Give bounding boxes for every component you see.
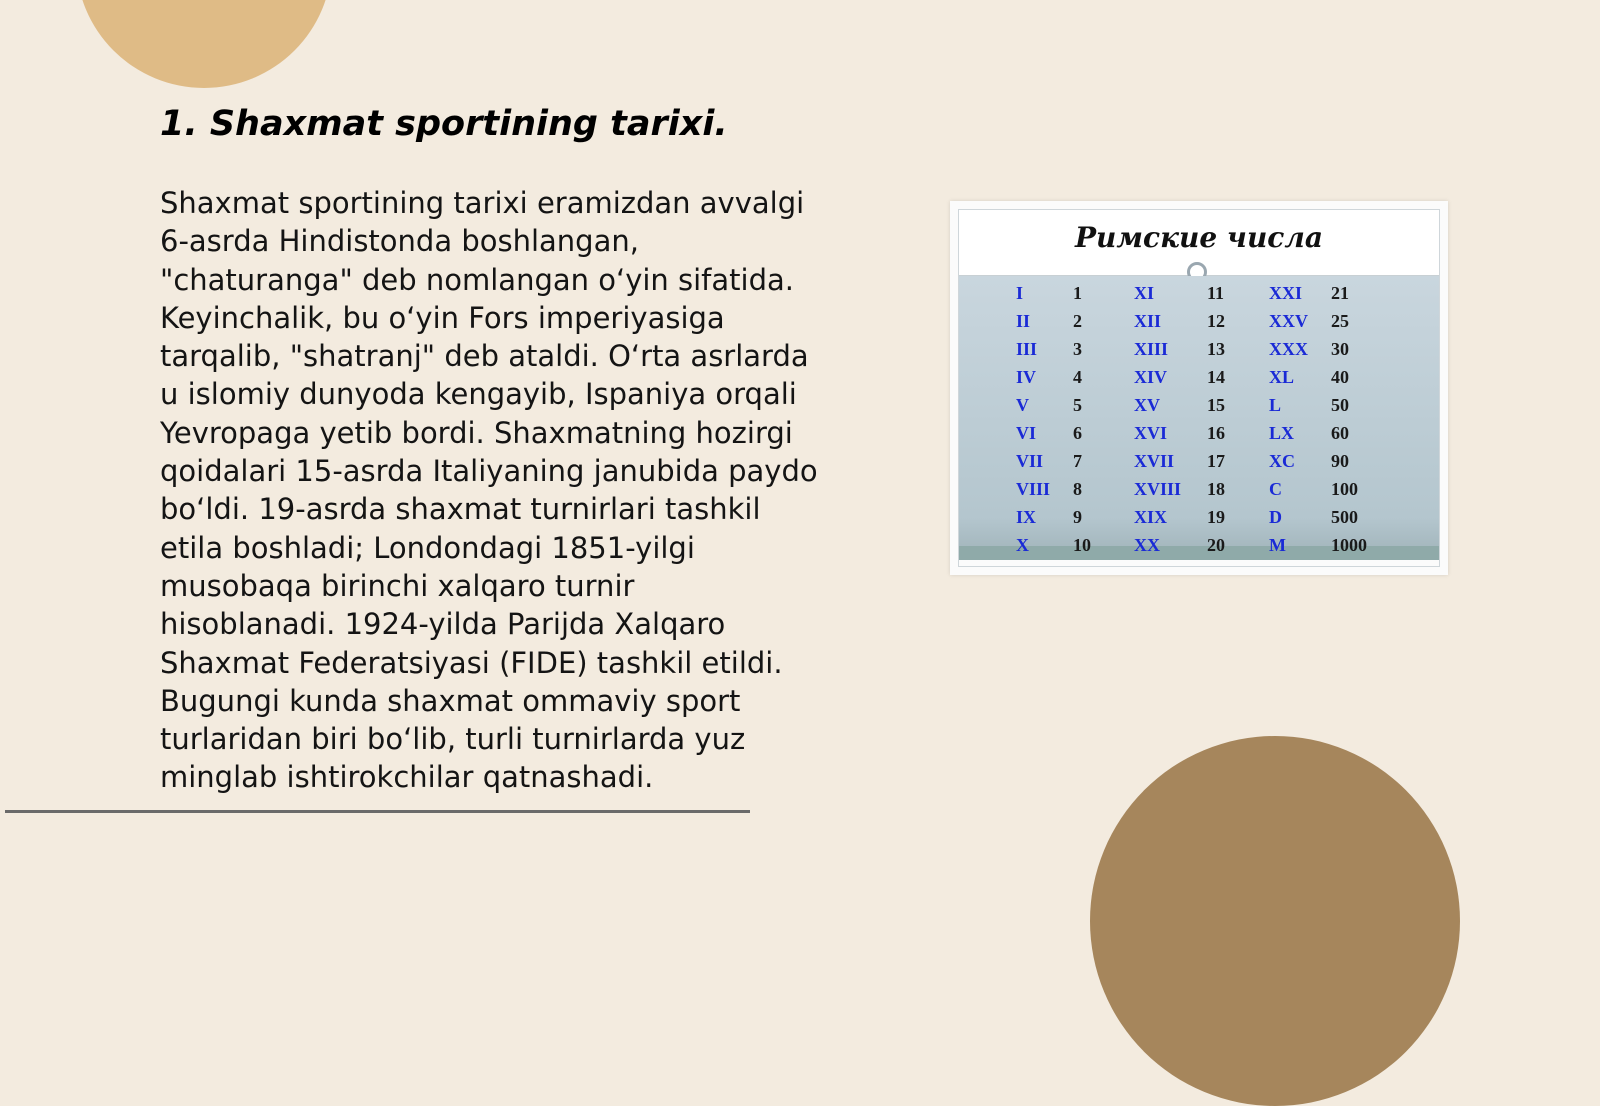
arabic-number-cell: 3 — [1073, 339, 1082, 359]
roman-numeral-cell: M — [1269, 535, 1286, 555]
paragraph-line: 6-asrda Hindistonda boshlangan, — [160, 224, 639, 259]
arabic-number-cell: 21 — [1331, 283, 1349, 303]
paragraph-line: bo‘ldi. 19-asrda shaxmat turnirlari tashkil — [160, 492, 761, 527]
arabic-number-cell: 6 — [1073, 423, 1082, 443]
roman-numeral-cell: XIII — [1134, 339, 1169, 359]
paragraph-line: minglab ishtirokchilar qatnashadi. — [160, 760, 654, 795]
roman-numeral-cell: V — [1016, 395, 1029, 415]
table-row — [959, 390, 1439, 418]
arabic-number-cell: 100 — [1331, 479, 1358, 499]
table-row — [959, 334, 1439, 362]
roman-numeral-cell: XIX — [1134, 507, 1168, 527]
arabic-number-cell: 11 — [1207, 283, 1225, 303]
arabic-number-cell: 12 — [1207, 311, 1225, 331]
roman-numeral-cell: XXX — [1269, 339, 1308, 359]
paragraph-line: tarqalib, "shatranj" deb ataldi. O‘rta asrlarda — [160, 339, 809, 374]
roman-numeral-cell: II — [1016, 311, 1031, 331]
paragraph-line: Keyinchalik, bu o‘yin Fors imperiyasiga — [160, 300, 725, 335]
roman-numeral-cell: XX — [1134, 535, 1160, 555]
arabic-number-cell: 9 — [1073, 507, 1082, 527]
arabic-number-cell: 19 — [1207, 507, 1225, 527]
roman-numerals-table — [958, 209, 1440, 567]
roman-numeral-cell: L — [1269, 395, 1282, 415]
roman-numeral-cell: III — [1016, 339, 1038, 359]
paragraph-line: Shaxmat sportining tarixi eramizdan avvalgi — [160, 186, 805, 220]
arabic-number-cell: 30 — [1331, 339, 1349, 359]
roman-numeral-cell: XVI — [1134, 423, 1168, 443]
arabic-number-cell: 5 — [1073, 395, 1082, 415]
roman-numeral-cell: XXI — [1269, 283, 1303, 303]
arabic-number-cell: 18 — [1207, 479, 1225, 499]
arabic-number-cell: 60 — [1331, 423, 1349, 443]
table-row — [959, 446, 1439, 474]
table-body — [959, 276, 1439, 560]
paragraph-line: Yevropaga yetib bordi. Shaxmatning hozirgi — [160, 415, 793, 450]
roman-numeral-cell: XXV — [1269, 311, 1308, 331]
roman-numeral-cell: LX — [1269, 423, 1295, 443]
arabic-number-cell: 8 — [1073, 479, 1082, 499]
roman-numeral-cell: VIII — [1016, 479, 1051, 499]
arabic-number-cell: 16 — [1207, 423, 1225, 443]
roman-numeral-cell: XVIII — [1134, 479, 1182, 499]
paragraph-line: turlaridan biri bo‘lib, turli turnirlarda yuz — [160, 722, 746, 757]
paragraph-line: etila boshladi; Londondagi 1851-yilgi — [160, 530, 695, 565]
arabic-number-cell: 1000 — [1331, 535, 1367, 555]
paragraph-line: Shaxmat Federatsiyasi (FIDE) tashkil etildi. — [160, 645, 783, 680]
roman-numeral-cell: IV — [1016, 367, 1037, 387]
roman-numeral-cell: XII — [1134, 311, 1162, 331]
paragraph-line: Bugungi kunda shaxmat ommaviy sport — [160, 683, 741, 718]
table-row — [959, 362, 1439, 390]
roman-numeral-cell: XVII — [1134, 451, 1175, 471]
roman-numeral-cell: XC — [1269, 451, 1295, 471]
arabic-number-cell: 2 — [1073, 311, 1082, 331]
roman-numeral-cell: XV — [1134, 395, 1160, 415]
roman-numeral-cell: C — [1269, 479, 1282, 499]
slide-title: 1. Shaxmat sportining tarixi. — [160, 104, 728, 144]
arabic-number-cell: 500 — [1331, 507, 1358, 527]
table-row — [959, 306, 1439, 334]
arabic-number-cell: 40 — [1331, 367, 1349, 387]
table-row — [959, 278, 1439, 306]
arabic-number-cell: 90 — [1331, 451, 1349, 471]
divider-line — [5, 810, 750, 813]
arabic-number-cell: 1 — [1073, 283, 1082, 303]
paragraph-line: u islomiy dunyoda kengayib, Ispaniya orqali — [160, 377, 797, 412]
table-row — [959, 474, 1439, 502]
table-row — [959, 418, 1439, 446]
arabic-number-cell: 14 — [1207, 367, 1225, 387]
arabic-number-cell: 7 — [1073, 451, 1082, 471]
table-row — [959, 530, 1439, 558]
decorative-circle-bottom — [1090, 736, 1460, 1106]
roman-numeral-cell: X — [1016, 535, 1029, 555]
roman-numeral-cell: I — [1016, 283, 1024, 303]
paragraph-line: "chaturanga" deb nomlangan o‘yin sifatida. — [160, 262, 794, 297]
roman-numeral-cell: XIV — [1134, 367, 1168, 387]
paragraph-line: hisoblanadi. 1924-yilda Parijda Xalqaro — [160, 607, 726, 642]
roman-numeral-cell: XL — [1269, 367, 1295, 387]
arabic-number-cell: 17 — [1207, 451, 1225, 471]
arabic-number-cell: 13 — [1207, 339, 1225, 359]
arabic-number-cell: 10 — [1073, 535, 1091, 555]
roman-numeral-cell: D — [1269, 507, 1282, 527]
paragraph-line: qoidalari 15-asrda Italiyaning janubida paydo — [160, 454, 818, 489]
body-paragraph — [160, 184, 850, 797]
arabic-number-cell: 4 — [1073, 367, 1082, 387]
arabic-number-cell: 20 — [1207, 535, 1225, 555]
arabic-number-cell: 15 — [1207, 395, 1225, 415]
table-title: Римские числа — [1074, 221, 1323, 254]
roman-numeral-cell: XI — [1134, 283, 1155, 303]
roman-numerals-image — [950, 201, 1448, 575]
arabic-number-cell: 50 — [1331, 395, 1349, 415]
roman-numeral-cell: VII — [1016, 451, 1044, 471]
roman-numeral-cell: VI — [1016, 423, 1037, 443]
roman-numeral-cell: IX — [1016, 507, 1037, 527]
arabic-number-cell: 25 — [1331, 311, 1349, 331]
paragraph-line: musobaqa birinchi xalqaro turnir — [160, 568, 635, 603]
decorative-circle-top — [76, 0, 332, 88]
table-row — [959, 502, 1439, 530]
